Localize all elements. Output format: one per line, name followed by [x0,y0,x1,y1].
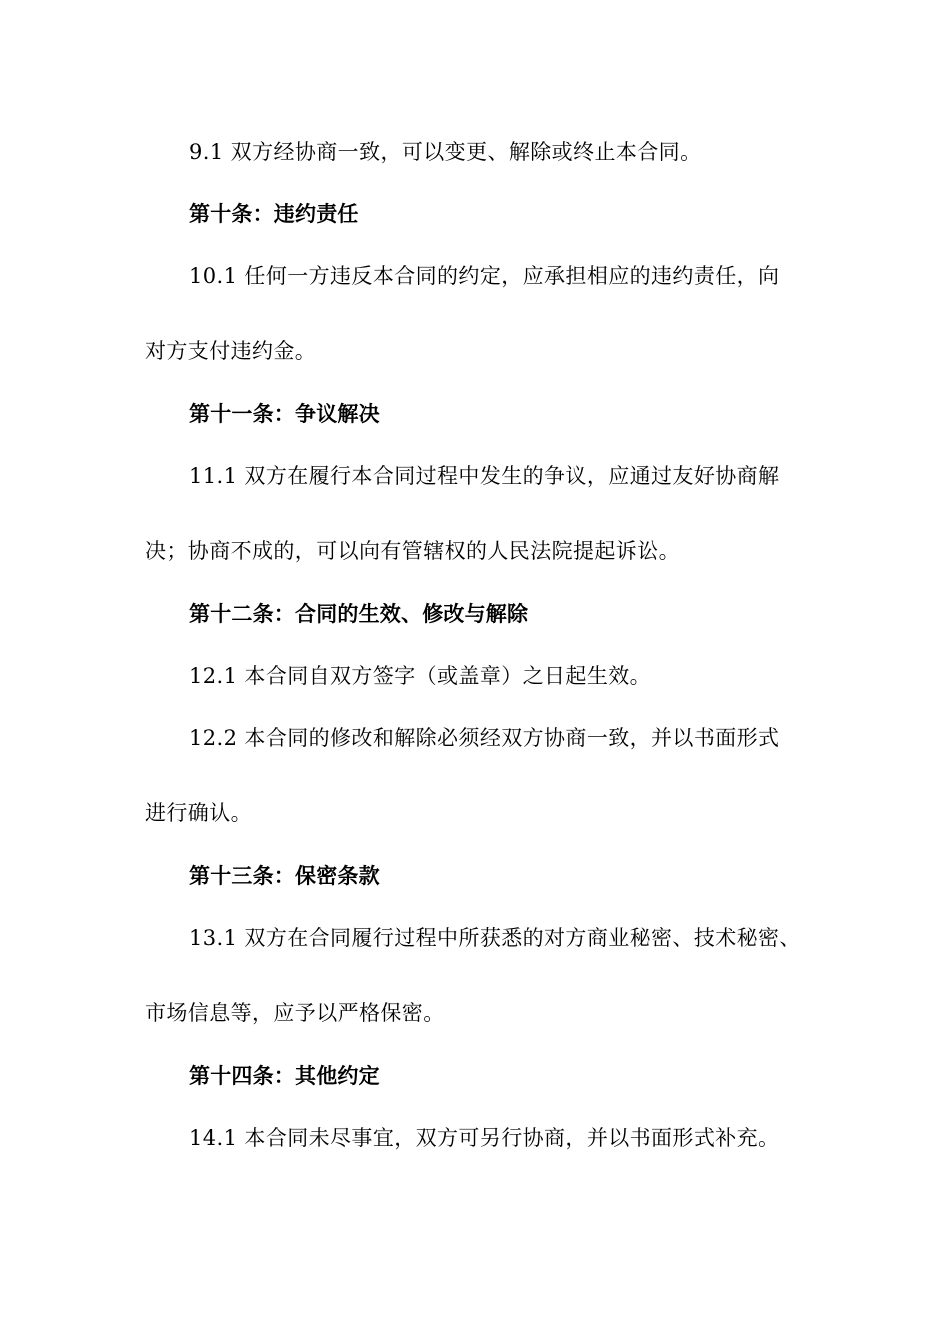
clause-10-1: 10.1 任何一方违反本合同的约定，应承担相应的违约责任，向 [189,264,780,288]
heading-article-14: 第十四条：其他约定 [189,1064,380,1088]
clause-12-2-continued: 进行确认。 [145,801,252,825]
clause-11-1-continued: 决；协商不成的，可以向有管辖权的人民法院提起诉讼。 [145,539,680,563]
heading-article-10: 第十条：违约责任 [189,202,359,226]
clause-9-1: 9.1 双方经协商一致，可以变更、解除或终止本合同。 [189,140,702,164]
clause-14-1: 14.1 本合同未尽事宜，双方可另行协商，并以书面形式补充。 [189,1126,780,1150]
heading-article-13: 第十三条：保密条款 [189,864,380,888]
clause-13-1: 13.1 双方在合同履行过程中所获悉的对方商业秘密、技术秘密、 [189,926,801,950]
heading-article-11: 第十一条：争议解决 [189,402,380,426]
clause-12-1: 12.1 本合同自双方签字（或盖章）之日起生效。 [189,664,652,688]
clause-10-1-continued: 对方支付违约金。 [145,339,317,363]
clause-12-2: 12.2 本合同的修改和解除必须经双方协商一致，并以书面形式 [189,726,780,750]
clause-13-1-continued: 市场信息等，应予以严格保密。 [145,1001,445,1025]
heading-article-12: 第十二条：合同的生效、修改与解除 [189,602,529,626]
clause-11-1: 11.1 双方在履行本合同过程中发生的争议，应通过友好协商解 [189,464,780,488]
